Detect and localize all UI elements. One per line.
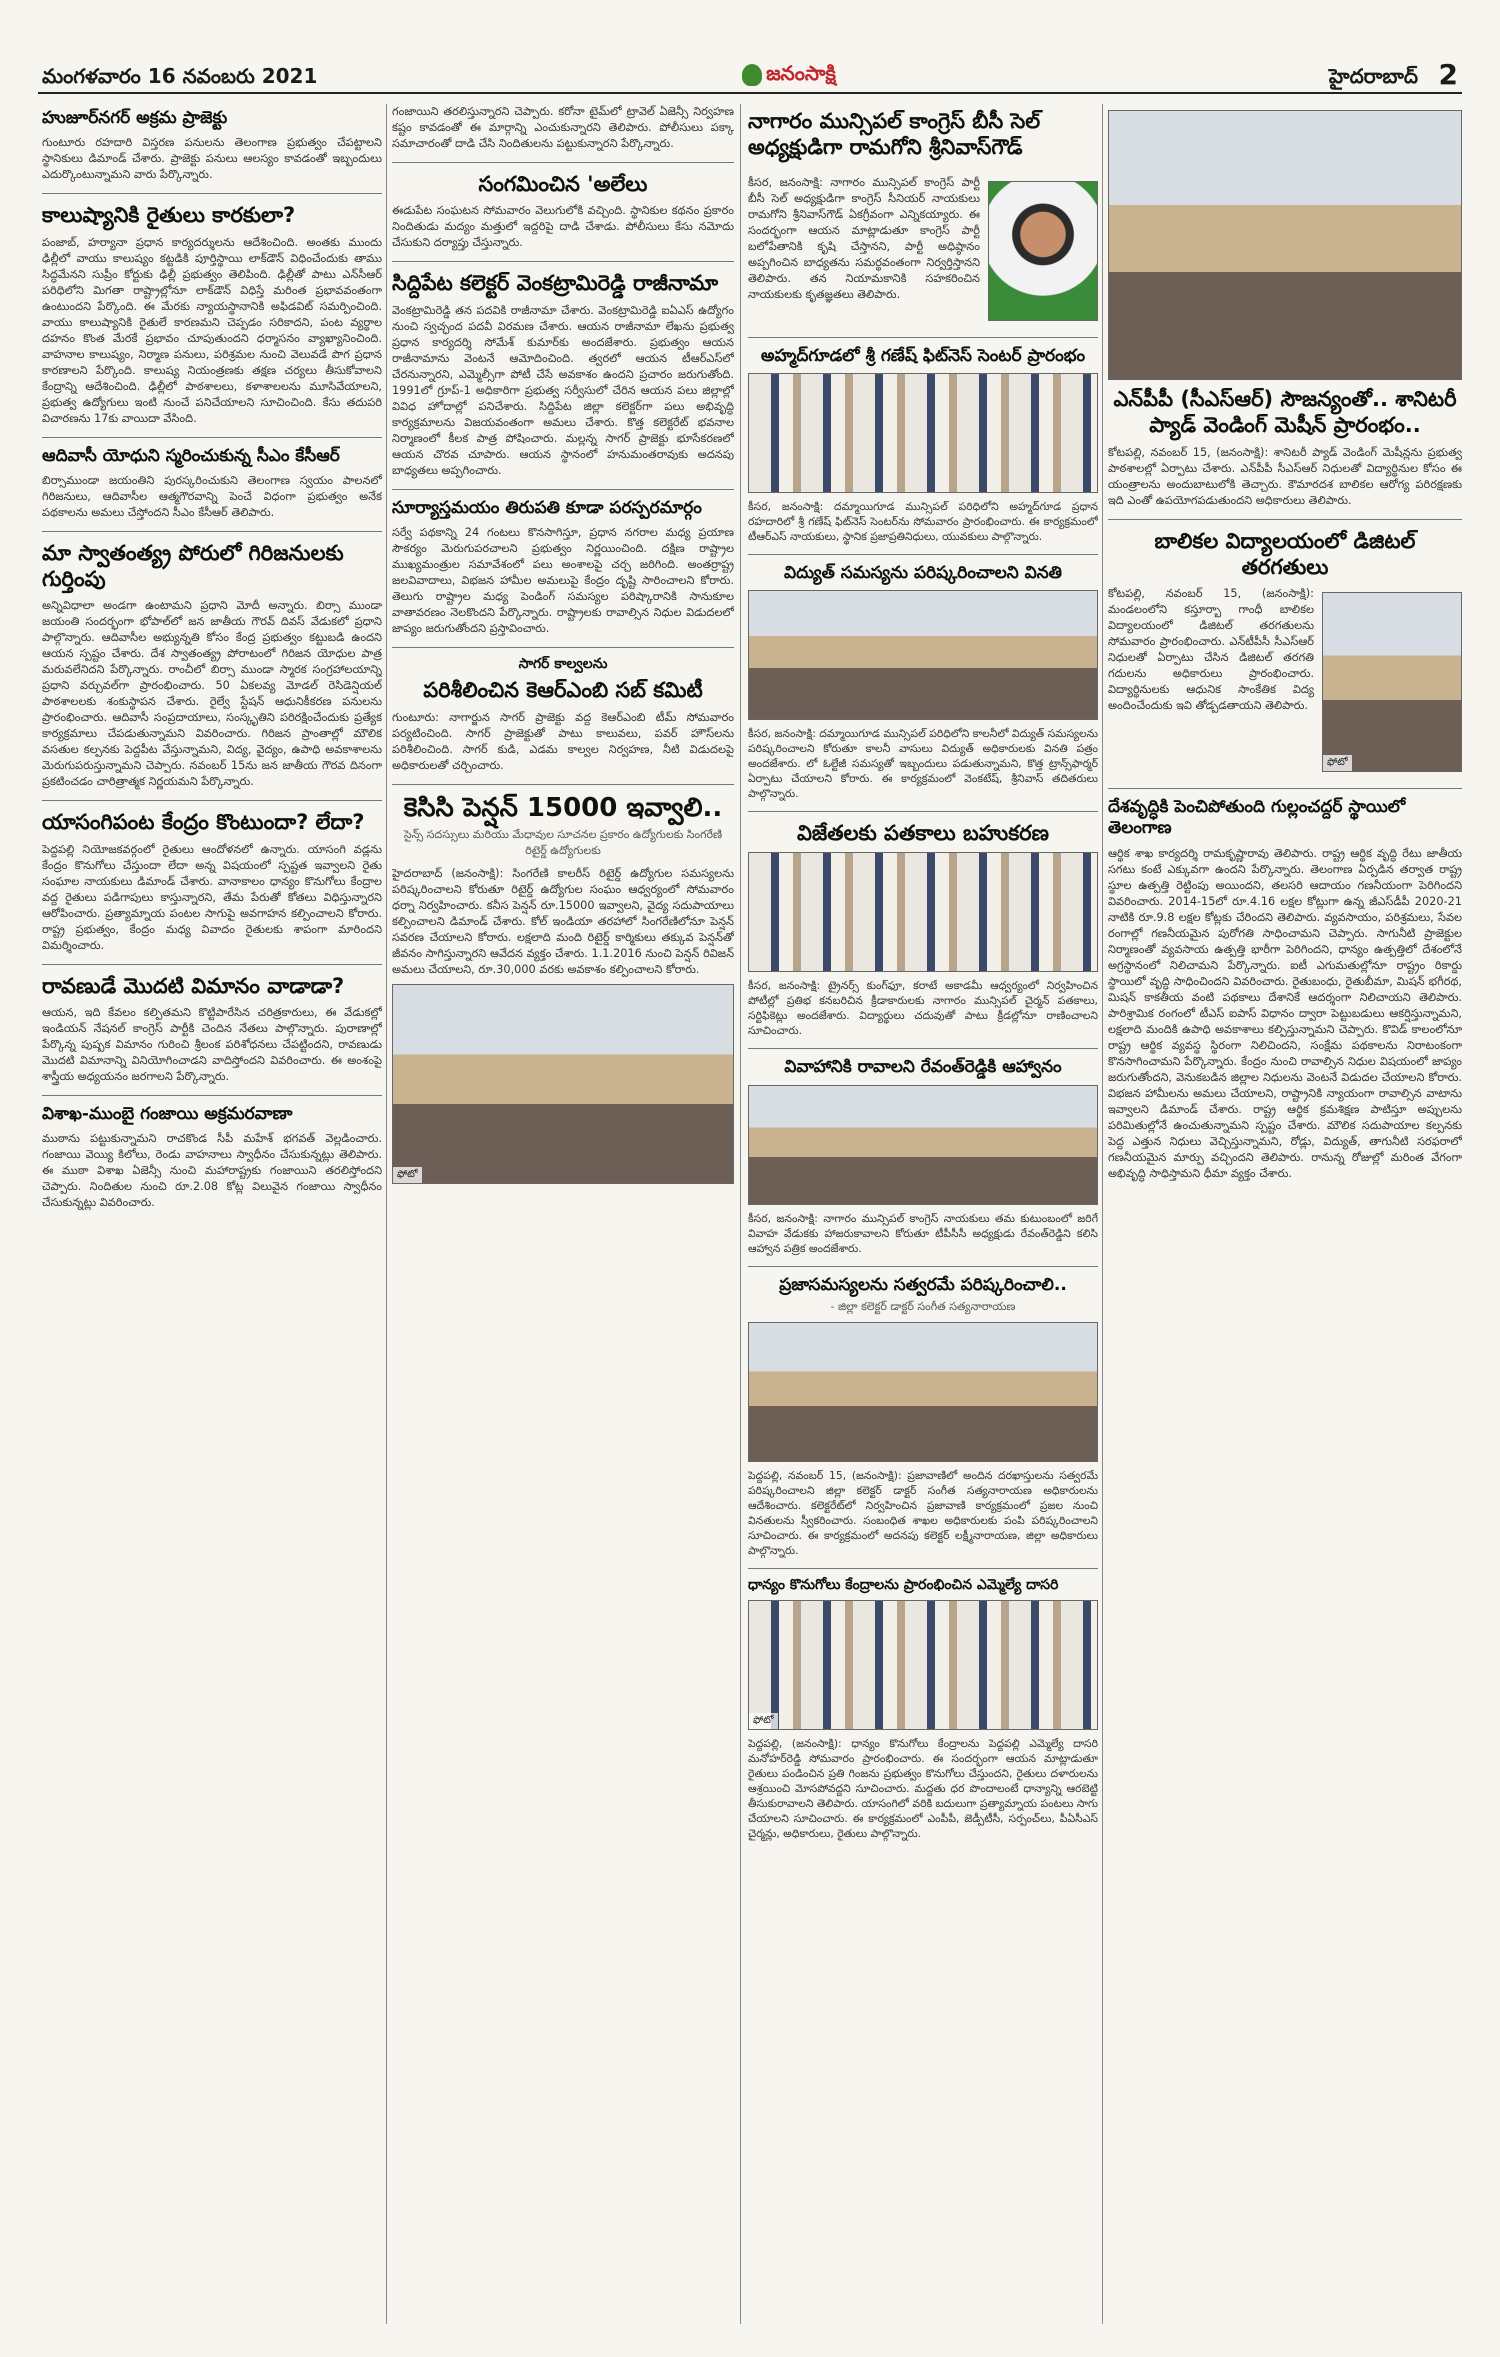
column-3 bbox=[748, 104, 1098, 2324]
article-headline[interactable]: అహ్మద్‌గూడలో శ్రీ గణేష్ ఫిట్‌నెస్ సెంటర్ ప్రారంభం bbox=[760, 345, 1086, 366]
article-headline[interactable]: విద్యుత్ సమస్యను పరిష్కరించాలని వినతి bbox=[784, 562, 1062, 583]
article-body: బిర్సాముండా జయంతిని పురస్కరించుకుని తెలంగాణ స్వయం పాలనలో గిరిజనులు, ఆదివాసీల ఆత్మగౌరవాన్ని పెంచే విధంగా ప్రభుత్వం అనేక పథకాలను అమలు చేస్తోందని సీఎం కేసీఆర్ తెలిపారు. bbox=[42, 473, 382, 519]
divider bbox=[748, 1568, 1098, 1569]
article-headline[interactable]: ఆదివాసీ యోధుని స్మరించుకున్న సీఎం కేసీఆర్ bbox=[42, 445, 340, 466]
article-headline[interactable]: యాసంగిపంట కేంద్రం కొంటుందా? లేదా? bbox=[42, 810, 365, 835]
article-headline[interactable]: సూర్యాస్తమయం తిరుపతి కూడా పరస్పరమార్గం bbox=[392, 497, 702, 518]
article-headline[interactable]: రావణుడే మొదటి విమానం వాడాడా? bbox=[42, 973, 345, 998]
article-body: హైదరాబాద్ (జనంసాక్షి): సింగరేణి కాలరీస్ రిటైర్డ్ ఉద్యోగుల సమస్యలను పరిష్కరించాలని కోరుతూ రిటైర్డ్ ఉద్యోగుల సంఘం ఆధ్వర్యంలో సోమవారం ధర్నా నిర్వహించారు. కనీస పెన్షన్ రూ.15000 ఇవ్వాలని, వైద్య సదుపాయాలు కల్పించాలని డిమాండ్ చేశారు. కోల్ ఇండియా తరహాలో సింగరేణిలోనూ పెన్షన్ సవరణ చేయాలని కోరారు. లక్షలాది మంది రిటైర్డ్ కార్మికులు తక్కువ పెన్షన్‌తో జీవనం సాగిస్తున్నారని ఆవేదన వ్యక్తం చేశారు. 1.1.2016 నుంచి పెన్షన్ రివిజన్ అమలు చేయాలని, రూ.30,000 వరకు అవకాశం కల్పించాలని కోరారు. bbox=[392, 866, 734, 976]
article-headline[interactable]: ప్రజాసమస్యలను సత్వరమే పరిష్కరించాలి.. bbox=[779, 1274, 1067, 1295]
portrait-photo[interactable] bbox=[988, 181, 1098, 321]
article bbox=[392, 498, 734, 637]
article-kicker: సాగర్ కాల్వలను bbox=[518, 655, 608, 672]
divider bbox=[1108, 519, 1462, 520]
article bbox=[1108, 797, 1462, 1182]
news-photo[interactable] bbox=[748, 590, 1098, 720]
divider bbox=[748, 1266, 1098, 1267]
article bbox=[392, 104, 734, 152]
article-body: కీసర, జనంసాక్షి: నాగారం మున్సిపల్ కాంగ్రెస్ పార్టీ బీసీ సెల్ అధ్యక్షుడిగా కాంగ్రెస్ సీనియర్ నాయకులు రామగోని శ్రీనివాస్‌గౌడ్ ఏకగ్రీవంగా ఎన్నికయ్యారు. ఈ సందర్భంగా ఆయన మాట్లాడుతూ కాంగ్రెస్ పార్టీ బలోపేతానికి కృషి చేస్తానని, పార్టీ అధిష్ఠానం అప్పగించిన బాధ్యతను సమర్థవంతంగా నిర్వర్తిస్తానని తెలిపారు. తన నియామకానికి సహకరించిన నాయకులకు కృతజ్ఞతలు తెలిపారు. bbox=[748, 175, 980, 301]
article bbox=[392, 171, 734, 251]
article-byline: - జిల్లా కలెక్టర్ డాక్టర్ సంగీత సత్యనారాయణ bbox=[830, 1299, 1016, 1313]
column-divider bbox=[740, 104, 741, 2324]
divider bbox=[392, 489, 734, 490]
article-headline[interactable]: సిద్దిపేట కలెక్టర్ వెంకట్రామిరెడ్డి రాజీనామా bbox=[392, 271, 719, 296]
article bbox=[392, 656, 734, 774]
article bbox=[42, 809, 382, 953]
article bbox=[748, 1057, 1098, 1255]
divider bbox=[42, 531, 382, 532]
brand-name: జనంసాక్షి bbox=[766, 60, 836, 85]
column-4 bbox=[1108, 104, 1462, 2324]
article-body: వెంకట్రామిరెడ్డి తన పదవికి రాజీనామా చేశారు. వెంకట్రామిరెడ్డి ఐఏఎస్ ఉద్యోగం నుంచి స్వచ్ఛంద పదవీ విరమణ చేశారు. ఆయన రాజీనామా లేఖను ప్రభుత్వ ప్రధాన కార్యదర్శి సోమేశ్ కుమార్‌కు అందజేశారు. ప్రభుత్వం ఆయన రాజీనామాను వెంటనే ఆమోదించింది. త్వరలో ఆయన టీఆర్ఎస్‌లో చేరనున్నారని, ఎమ్మెల్సీగా పోటీ చేసే అవకాశం ఉందని ప్రచారం జరుగుతోంది. 1991లో గ్రూప్-1 అధికారిగా ప్రభుత్వ సర్వీసులో చేరిన ఆయన పలు జిల్లాల్లో వివిధ హోదాల్లో పనిచేశారు. సిద్దిపేట జిల్లా కలెక్టర్‌గా పలు అభివృద్ధి కార్యక్రమాలను విజయవంతంగా అమలు చేశారు. కొత్త కలెక్టరేట్ భవనాల నిర్మాణంలో కీలక పాత్ర పోషించారు. మల్లన్న సాగర్ ప్రాజెక్టు భూసేకరణలో ఆయన చొరవ చూపారు. ఆయన స్థానంలో హనుమంతరావుకు అదనపు బాధ్యతలు అప్పగించారు. bbox=[392, 303, 734, 477]
divider bbox=[1108, 788, 1462, 789]
divider bbox=[42, 1095, 382, 1096]
article-body: సర్వే పథకాన్ని 24 గంటలు కొనసాగిస్తూ, ప్రధాన నగరాల మధ్య ప్రయాణ సౌకర్యం మెరుగుపరచాలని ప్రభుత్వం నిర్ణయించింది. దక్షిణ రాష్ట్రాల ముఖ్యమంత్రుల సమావేశంలో పలు అంశాలపై చర్చ జరిగింది. అంతర్రాష్ట్ర జలవివాదాలు, విభజన హామీల అమలుపై కేంద్రం దృష్టి సారించాలని కోరారు. తెలుగు రాష్ట్రాల మధ్య పెండింగ్ సమస్యల పరిష్కారానికి సానుకూల వాతావరణం నెలకొందని పేర్కొన్నారు. రాష్ట్రాలకు రావాల్సిన నిధుల విడుదలలో జాప్యం జరుగుతోందని ప్రస్తావించారు. bbox=[392, 525, 734, 635]
article-headline[interactable]: ధాన్యం కొనుగోలు కేంద్రాలను ప్రారంభించిన ఎమ్మెల్యే దాసరి bbox=[748, 1576, 1059, 1593]
article-body: గుంటూరు రహదారి విస్తరణ పనులను తెలంగాణ ప్రభుత్వం చేపట్టాలని స్థానికులు డిమాండ్ చేశారు. ప్రాజెక్టు పనులు ఆలస్యం కావడంతో ఇబ్బందులు ఎదుర్కొంటున్నామని వారు పేర్కొన్నారు. bbox=[42, 136, 382, 182]
edition-city: హైదరాబాద్ bbox=[1328, 64, 1418, 88]
masthead bbox=[38, 60, 1462, 94]
article-headline[interactable]: ఎన్‌పీపీ (సీఎస్ఆర్) సౌజన్యంతో.. శానిటరీ ప్యాడ్ వెండింగ్ మెషీన్ ప్రారంభం.. bbox=[1113, 387, 1457, 438]
divider bbox=[392, 162, 734, 163]
divider bbox=[748, 1048, 1098, 1049]
news-photo[interactable] bbox=[748, 852, 1098, 972]
article bbox=[42, 446, 382, 521]
leaf-icon bbox=[742, 64, 762, 86]
column-2 bbox=[392, 104, 734, 2324]
divider bbox=[748, 337, 1098, 338]
article-headline[interactable]: హుజూర్‌నగర్ అక్రమ ప్రాజెక్టు bbox=[42, 108, 228, 128]
article bbox=[42, 108, 382, 183]
article-headline[interactable]: నాగారం మున్సిపల్ కాంగ్రెస్ బీసీ సెల్ అధ్యక్షుడిగా రామగోని శ్రీనివాస్‌గౌడ్ bbox=[748, 109, 1041, 160]
article-headline[interactable]: సంగమించిన 'అలేలు bbox=[478, 172, 648, 196]
article bbox=[392, 270, 734, 478]
article-body: ఈడుపేట సంఘటన సోమవారం వెలుగులోకి వచ్చింది. స్థానికుల కథనం ప్రకారం నిందితుడు మద్యం మత్తులో ఇద్దరిపై దాడి చేశాడు. పోలీసులు కేసు నమోదు చేసుకుని దర్యాప్తు చేస్తున్నారు. bbox=[392, 204, 734, 250]
article-headline[interactable]: పరిశీలించిన కెఆర్ఎంబి సబ్ కమిటీ bbox=[423, 678, 703, 703]
article-headline[interactable]: కాలుష్యానికి రైతులు కారకులా? bbox=[42, 203, 296, 228]
article-body: ముఠాను పట్టుకున్నామని రాచకొండ సీపీ మహేశ్ భగవత్ వెల్లడించారు. గంజాయి వెయ్యి కిలోలు, రెండు వాహనాలు స్వాధీనం చేసుకున్నట్లు తెలిపారు. ఈ ముఠా విశాఖ ఏజెన్సీ నుంచి మహారాష్ట్రకు గంజాయిని తరలిస్తోందని చెప్పారు. నిందితుల నుంచి రూ.2.08 కోట్ల విలువైన గంజాయి స్వాధీనం చేసుకున్నట్లు వివరించారు. bbox=[42, 1132, 382, 1209]
article bbox=[42, 202, 382, 426]
article-body: ఆయన, ఇది కేవలం కల్పితమని కొట్టిపారేసిన చరిత్రకారులు, ఈ వేడుకల్లో ఇండియన్ నేషనల్ కాంగ్రెస్ పార్టీకి చెందిన నేతలు పాల్గొన్నారు. పురాణాల్లో పేర్కొన్న పుష్పక విమానం గురించి శ్రీలంక పరిశోధనలు చేపట్టిందని, రావణుడు మొదటి విమానాన్ని వినియోగించాడని వాదిస్తోందని వివరించారు. ఈ అంశంపై శాస్త్రీయ అధ్యయనం జరగాలని పేర్కొన్నారు. bbox=[42, 1005, 382, 1083]
divider bbox=[42, 193, 382, 194]
article-body: అన్నివిధాలా అండగా ఉంటామని ప్రధాని మోదీ అన్నారు. బిర్సా ముండా జయంతి సందర్భంగా భోపాల్‌లో జన జాతీయ గౌరవ్ దివస్ వేడుకలో ప్రధాని పాల్గొన్నారు. ఆదివాసీల అభ్యున్నతి కోసం కేంద్ర ప్రభుత్వం కట్టుబడి ఉందని ఆయన స్పష్టం చేశారు. దేశ స్వాతంత్య్ర పోరాటంలో గిరిజన యోధుల పాత్ర మరువలేనిదని పేర్కొన్నారు. రాంచీలో బిర్సా ముండా స్మారక సంగ్రహాలయాన్ని ప్రధాని వర్చువల్‌గా ప్రారంభించారు. 50 ఏకలవ్య మోడల్ రెసిడెన్షియల్ పాఠశాలలకు శంకుస్థాపన చేశారు. రైల్వే స్టేషన్ ఆధునికీకరణ పనులను ప్రారంభించారు. ఆదివాసీ సంప్రదాయాలు, సంస్కృతిని పరిరక్షించేందుకు ప్రత్యేక కార్యక్రమాలు చేపడుతున్నామని వివరించారు. గిరిజన ప్రాంతాల్లో మౌలిక వసతుల కల్పనకు పెద్దపీట వేస్తున్నామని, విద్య, వైద్యం, ఉపాధి అవకాశాలను మెరుగుపరుస్తున్నామని చెప్పారు. నవంబర్ 15ను జన జాతీయ గౌరవ దినంగా ప్రకటించడం చారిత్రాత్మక నిర్ణయమని పేర్కొన్నారు. bbox=[42, 599, 382, 789]
article-body: పంజాబ్, హర్యానా ప్రధాన కార్యదర్శులను ఆదేశించింది. అంతకు ముందు ఢిల్లీలో వాయు కాలుష్యం కట్టడికి పూర్తిస్థాయి లాక్‌డౌన్ విధించేందుకు తాము సిద్ధమేనని సుప్రీం కోర్టుకు ఢిల్లీ ప్రభుత్వం తెలిపింది. ఢిల్లీతో పాటు ఎన్‌సీఆర్ పరిధిలోని మిగతా రాష్ట్రాల్లోనూ లాక్‌డౌన్ విధిస్తే మరింత ప్రభావవంతంగా ఉంటుందని పేర్కొంది. ఈ మేరకు న్యాయస్థానానికి అఫిడవిట్ సమర్పించింది. వాయు కాలుష్యానికి రైతులే కారణమని చెప్పడం సరికాదని, పంట వ్యర్థాల దహనం కొంత మేరకే ప్రభావం చూపుతుందని ధర్మాసనం వ్యాఖ్యానించింది. వాహనాల కాలుష్యం, నిర్మాణ పనులు, పరిశ్రమల నుంచి వెలువడే పొగ ప్రధాన కారణాలని పేర్కొంది. కాలుష్య నియంత్రణకు తక్షణ చర్యలు తీసుకోవాలని కేంద్రాన్ని ఆదేశించింది. ఢిల్లీలో పాఠశాలలు, కళాశాలలను మూసివేయాలని, ప్రభుత్వ ఉద్యోగులు ఇంటి నుంచే పనిచేయాలని సూచించింది. కేసు తదుపరి విచారణను 17కు వాయిదా వేసింది. bbox=[42, 235, 382, 425]
article-body: పెద్దపల్లి నియోజకవర్గంలో రైతులు ఆందోళనలో ఉన్నారు. యాసంగి వడ్లను కేంద్రం కొనుగోలు చేస్తుందా లేదా అన్న విషయంలో స్పష్టత ఇవ్వాలని రైతు సంఘాల నాయకులు డిమాండ్ చేశారు. వానాకాలం ధాన్యం కొనుగోలు కేంద్రాల వద్ద రైతులు పడిగాపులు కాస్తున్నారని, తేమ పేరుతో కోతలు విధిస్తున్నారని ఆరోపించారు. ప్రత్యామ్నాయ పంటల సాగుపై అవగాహన కల్పించాలని కోరారు. రాష్ట్ర ప్రభుత్వం, కేంద్రం మధ్య వివాదం రైతులకు శాపంగా మారిందని విమర్శించారు. bbox=[42, 842, 382, 952]
article-byline: సైన్స్ సదస్సులు మరియు మేధావుల సూచనల ప్రకారం ఉద్యోగులకు సింగరేణి రిటైర్డ్ ఉద్యోగులకు bbox=[403, 827, 723, 857]
article-headline[interactable]: విజేతలకు పతకాలు బహుకరణ bbox=[797, 821, 1049, 845]
divider bbox=[748, 811, 1098, 812]
article bbox=[748, 1577, 1098, 1842]
column-1 bbox=[42, 104, 382, 2324]
divider bbox=[392, 647, 734, 648]
news-photo[interactable] bbox=[1322, 592, 1462, 772]
article bbox=[42, 973, 382, 1085]
article-body: ఆర్థిక శాఖ కార్యదర్శి రామకృష్ణారావు తెలిపారు. రాష్ట్ర ఆర్థిక వృద్ధి రేటు జాతీయ సగటు కంటే ఎక్కువగా ఉందని పేర్కొన్నారు. తెలంగాణ ఏర్పడిన తర్వాత రాష్ట్ర స్థూల ఉత్పత్తి రెట్టింపు అయిందని, తలసరి ఆదాయం గణనీయంగా పెరిగిందని వివరించారు. 2014-15లో రూ.4.16 లక్షల కోట్లుగా ఉన్న జీఎస్‌డీపీ 2020-21 నాటికి రూ.9.8 లక్షల కోట్లకు చేరిందని తెలిపారు. వ్యవసాయం, పరిశ్రమలు, సేవల రంగాల్లో గణనీయమైన పురోగతి సాధించామని చెప్పారు. సాగునీటి ప్రాజెక్టుల నిర్మాణంతో వ్యవసాయ ఉత్పత్తి భారీగా పెరిగిందని, ధాన్యం ఉత్పత్తిలో దేశంలోనే అగ్రస్థానంలో నిలిచామని పేర్కొన్నారు. ఐటీ ఎగుమతుల్లోనూ రాష్ట్రం రికార్డు స్థాయిలో వృద్ధి సాధించిందని వివరించారు. రైతుబంధు, రైతుబీమా, మిషన్ భగీరథ, మిషన్ కాకతీయ వంటి పథకాలు దేశానికే ఆదర్శంగా నిలిచాయని తెలిపారు. పారిశ్రామిక రంగంలో టీఎస్ ఐపాస్ విధానం ద్వారా పెట్టుబడులు ఆకర్షిస్తున్నామని, లక్షలాది మందికి ఉపాధి అవకాశాలు కల్పిస్తున్నామని చెప్పారు. కొవిడ్ కాలంలోనూ రాష్ట్ర ఆర్థిక వ్యవస్థ స్థిరంగా నిలిచిందని, సంక్షేమ పథకాలను నిరాటంకంగా కొనసాగించామని పేర్కొన్నారు. కేంద్రం నుంచి రావాల్సిన నిధుల విషయంలో జాప్యం జరుగుతోందని, వెనుకబడిన జిల్లాల నిధులను వెంటనే విడుదల చేయాలని కోరారు. విభజన హామీలను అమలు చేయాలని, రాష్ట్రానికి న్యాయంగా రావాల్సిన వాటాను ఇవ్వాలని డిమాండ్ చేశారు. రాష్ట్ర ఆర్థిక క్రమశిక్షణ పాటిస్తూ అప్పులను పరిమితుల్లోనే ఉంచుతున్నామని స్పష్టం చేశారు. మౌలిక సదుపాయాల కల్పనకు పెద్ద ఎత్తున నిధులు వెచ్చిస్తున్నామని, రోడ్లు, విద్యుత్, తాగునీటి సరఫరాలో గణనీయమైన మార్పు వచ్చిందని తెలిపారు. రానున్న రోజుల్లో మరింత వేగంగా అభివృద్ధి సాధిస్తామని ధీమా వ్యక్తం చేశారు. bbox=[1108, 846, 1462, 1180]
divider bbox=[748, 554, 1098, 555]
article bbox=[1108, 110, 1462, 509]
article-row bbox=[1108, 586, 1462, 778]
brand-logo[interactable] bbox=[714, 60, 864, 90]
article bbox=[748, 563, 1098, 801]
divider bbox=[392, 784, 734, 785]
photo-tag: ఫోటో bbox=[749, 1713, 778, 1729]
article-headline[interactable]: కెసిసి పెన్షన్ 15000 ఇవ్వాలి.. bbox=[403, 792, 723, 823]
article bbox=[42, 540, 382, 791]
news-photo[interactable] bbox=[748, 373, 1098, 493]
news-photo[interactable] bbox=[392, 984, 734, 1184]
photo-caption: కీసర, జనంసాక్షి: దమ్మాయిగూడ మున్సిపల్ పరిధిలోని అహ్మద్‌గూడ ప్రధాన రహదారిలో శ్రీ గణేష్ ఫిట్‌నెస్ సెంటర్‌ను సోమవారం ప్రారంభించారు. ఈ కార్యక్రమంలో టీఆర్ఎస్ నాయకులు, స్థానిక ప్రజాప్రతినిధులు, యువకులు పాల్గొన్నారు. bbox=[748, 499, 1098, 543]
article bbox=[748, 346, 1098, 544]
photo-caption: కీసర, జనంసాక్షి: నాగారం మున్సిపల్ కాంగ్రెస్ నాయకులు తమ కుటుంబంలో జరిగే వివాహ వేడుకకు హాజరుకావాలని కోరుతూ టీపీసీసీ అధ్యక్షుడు రేవంత్‌రెడ్డిని కలిసి ఆహ్వాన పత్రిక అందజేశారు. bbox=[748, 1211, 1098, 1255]
news-photo[interactable] bbox=[748, 1085, 1098, 1205]
article-headline[interactable]: విశాఖ-ముంబై గంజాయి అక్రమరవాణా bbox=[42, 1103, 293, 1124]
column-divider bbox=[1102, 104, 1103, 2324]
article-body: కోటపల్లి, నవంబర్ 15, (జనంసాక్షి): శానిటరీ ప్యాడ్ వెండింగ్ మెషీన్లను ప్రభుత్వ పాఠశాలల్లో ఏర్పాటు చేశారు. ఎన్‌పీపీ సీఎస్ఆర్ నిధులతో విద్యార్థినుల కోసం ఈ యంత్రాలను అందుబాటులోకి తెచ్చారు. కౌమారదశ బాలికల ఆరోగ్య పరిరక్షణకు ఇది ఎంతో ఉపయోగపడుతుందని అధికారులు తెలిపారు. bbox=[1108, 445, 1462, 507]
news-photo[interactable] bbox=[748, 1600, 1098, 1730]
column-divider bbox=[386, 104, 387, 2324]
page-number: 2 bbox=[1438, 58, 1458, 91]
divider bbox=[42, 437, 382, 438]
article bbox=[42, 1104, 382, 1211]
article bbox=[748, 820, 1098, 1038]
article-headline[interactable]: దేశవృద్ధికి పెంచిపోతుంది గుల్లంచద్దర్ స్థాయిలో తెలంగాణ bbox=[1108, 797, 1406, 839]
article-body: కోటపల్లి, నవంబర్ 15, (జనంసాక్షి): మండలంలోని కస్తూర్బా గాంధీ బాలికల విద్యాలయంలో డిజిటల్ తరగతులను సోమవారం ప్రారంభించారు. ఎన్‌టీపీసీ సీఎస్ఆర్ నిధులతో ఏర్పాటు చేసిన డిజిటల్ తరగతి గదులను అధికారులు ప్రారంభించారు. విద్యార్థినులకు ఆధునిక సాంకేతిక విద్య అందించేందుకు ఇవి తోడ్పడతాయని తెలిపారు. bbox=[1108, 587, 1314, 712]
article-headline[interactable]: మా స్వాతంత్య్ర పోరులో గిరిజనులకు గుర్తింపు bbox=[42, 540, 344, 591]
divider bbox=[392, 261, 734, 262]
article bbox=[1108, 528, 1462, 779]
article-headline[interactable]: బాలికల విద్యాలయంలో డిజిటల్ తరగతులు bbox=[1154, 528, 1416, 579]
article-body: గంజాయిని తరలిస్తున్నారని చెప్పారు. కరోనా టైమ్‌లో ట్రావెల్ ఏజెన్సీ నిర్వహణ కష్టం కావడంతో ఈ మార్గాన్ని ఎంచుకున్నారని తెలిపారు. పోలీసులు పక్కా సమాచారంతో దాడి చేసి నిందితులను పట్టుకున్నారని పేర్కొన్నారు. bbox=[392, 105, 734, 150]
article-row bbox=[748, 175, 1098, 327]
article-body: గుంటూరు: నాగార్జున సాగర్ ప్రాజెక్టు వద్ద కెఆర్ఎంబి టీమ్ సోమవారం పర్యటించింది. సాగర్ ప్రాజెక్టుతో పాటు కాలువలు, పవర్ హౌస్‌లను పరిశీలించింది. సాగర్ కుడి, ఎడమ కాల్వల నిర్వహణ, నీటి విడుదలపై అధికారులతో చర్చించారు. bbox=[392, 710, 734, 772]
issue-date: మంగళవారం 16 నవంబరు 2021 bbox=[42, 64, 318, 88]
article bbox=[748, 1275, 1098, 1558]
photo-tag: ఫోటో bbox=[393, 1167, 422, 1183]
article bbox=[748, 104, 1098, 327]
news-photo[interactable] bbox=[748, 1322, 1098, 1462]
photo-tag: ఫోటో bbox=[1323, 755, 1352, 771]
news-photo[interactable] bbox=[1108, 110, 1462, 380]
divider bbox=[42, 964, 382, 965]
photo-caption: పెద్దపల్లి, నవంబర్ 15, (జనంసాక్షి): ప్రజావాణిలో అందిన దరఖాస్తులను సత్వరమే పరిష్కరించాలని జిల్లా కలెక్టర్ డాక్టర్ సంగీత సత్యనారాయణ అధికారులను ఆదేశించారు. కలెక్టరేట్‌లో నిర్వహించిన ప్రజావాణి కార్యక్రమంలో ప్రజల నుంచి వినతులను స్వీకరించారు. సంబంధిత శాఖల అధికారులకు పంపి పరిష్కరించాలని సూచించారు. ఈ కార్యక్రమంలో అదనపు కలెక్టర్ లక్ష్మీనారాయణ, జిల్లా అధికారులు పాల్గొన్నారు. bbox=[748, 1468, 1098, 1557]
article bbox=[392, 793, 734, 1184]
divider bbox=[42, 800, 382, 801]
article-headline[interactable]: వివాహానికి రావాలని రేవంత్‌రెడ్డికి ఆహ్వానం bbox=[784, 1057, 1062, 1078]
photo-caption: కీసర, జనంసాక్షి: దమ్మాయిగూడ మున్సిపల్ పరిధిలోని కాలనీలో విద్యుత్ సమస్యలను పరిష్కరించాలని కోరుతూ కాలనీ వాసులు విద్యుత్ అధికారులకు వినతి పత్రం అందజేశారు. లో ఓల్టేజీ సమస్యతో ఇబ్బందులు పడుతున్నామని, కొత్త ట్రాన్స్‌ఫార్మర్ ఏర్పాటు చేయాలని కోరారు. ఈ కార్యక్రమంలో వెంకటేష్, శ్రీనివాస్ తదితరులు పాల్గొన్నారు. bbox=[748, 727, 1098, 800]
photo-caption: కీసర, జనంసాక్షి: ట్రైనర్స్ కుంగ్‌ఫూ, కరాటే అకాడమీ ఆధ్వర్యంలో నిర్వహించిన పోటీల్లో ప్రతిభ కనబరిచిన క్రీడాకారులకు నాగారం మున్సిపల్ చైర్మన్ పతకాలు, సర్టిఫికెట్లు అందజేశారు. విద్యార్థులు చదువుతో పాటు క్రీడల్లోనూ రాణించాలని సూచించారు. bbox=[748, 979, 1098, 1038]
photo-caption: పెద్దపల్లి, (జనంసాక్షి): ధాన్యం కొనుగోలు కేంద్రాలను పెద్దపల్లి ఎమ్మెల్యే దాసరి మనోహర్‌రెడ్డి సోమవారం ప్రారంభించారు. ఈ సందర్భంగా ఆయన మాట్లాడుతూ రైతులు పండించిన ప్రతి గింజను ప్రభుత్వం కొనుగోలు చేస్తుందని, రైతులు దళారులను ఆశ్రయించి మోసపోవద్దని సూచించారు. మద్దతు ధర పొందాలంటే ధాన్యాన్ని ఆరబెట్టి తీసుకురావాలని తెలిపారు. యాసంగిలో వరికి బదులుగా ప్రత్యామ్నాయ పంటలు సాగు చేయాలని సూచించారు. ఈ కార్యక్రమంలో ఎంపీపీ, జెడ్పీటీసీ, సర్పంచ్‌లు, పీఏసీఎస్ చైర్మన్లు, అధికారులు, రైతులు పాల్గొన్నారు. bbox=[748, 1737, 1098, 1841]
